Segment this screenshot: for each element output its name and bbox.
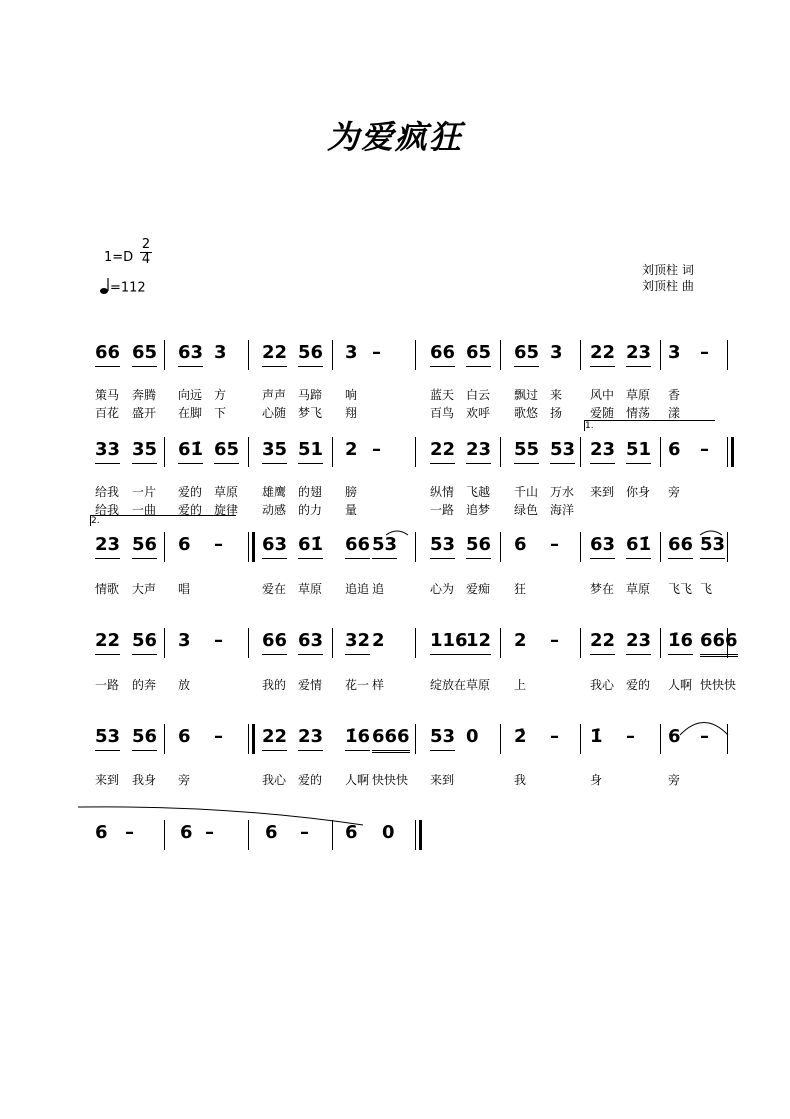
lyric-syllable: 一曲 <box>132 503 157 517</box>
note-group: 6 <box>668 439 681 460</box>
bar-line <box>415 532 416 562</box>
note-group: – <box>125 822 134 843</box>
bar-line <box>164 340 165 370</box>
note-group: 56 <box>132 724 157 751</box>
lyric-syllable: 的翅 <box>298 485 323 499</box>
lyric-syllable: 情荡 <box>626 406 651 420</box>
bar-line <box>580 628 581 658</box>
bar-line <box>415 437 416 467</box>
bar-line <box>415 628 416 658</box>
note-group: 2 <box>372 630 385 651</box>
bar-line <box>332 437 333 467</box>
note-group: 56 <box>466 532 491 559</box>
note-group: 66 <box>345 532 370 559</box>
lyric-syllable: 向远 <box>178 388 203 402</box>
note-group: 2 <box>345 439 358 460</box>
note-group: 53 <box>372 532 397 559</box>
note-group: – <box>300 822 309 843</box>
note-group: 3 <box>178 630 191 651</box>
note-group: 65 <box>214 437 239 464</box>
lyric-syllable: 飞越 <box>466 485 491 499</box>
note-group: 23 <box>626 340 651 367</box>
key-signature: 1=D <box>104 250 134 265</box>
bar-line <box>500 437 501 467</box>
lyric-syllable: 身 <box>590 773 603 787</box>
note-group: 6 <box>178 726 191 747</box>
bar-line <box>660 628 661 658</box>
note-group: 32 <box>345 628 370 655</box>
note-group: 51 <box>626 437 651 464</box>
song-title: 为爱疯狂 <box>326 118 463 156</box>
bar-line <box>500 532 501 562</box>
note-group: 66 <box>95 340 120 367</box>
note-group: 6 <box>668 726 681 747</box>
note-group: 6 <box>95 822 108 843</box>
lyric-syllable: 百鸟 <box>430 406 455 420</box>
lyric-syllable: 声声 <box>262 388 287 402</box>
bar-line <box>248 340 249 370</box>
lyric-syllable: 旋律 <box>214 503 239 517</box>
lyric-syllable: 策马 <box>95 388 120 402</box>
note-group: 55 <box>514 437 539 464</box>
lyric-syllable: 上 <box>514 678 527 692</box>
lyric-syllable: 雄鹰 <box>262 485 287 499</box>
note-group: 63 <box>298 628 323 655</box>
note-group: 23 <box>626 628 651 655</box>
lyric-syllable: 心随 <box>262 406 287 420</box>
lyric-syllable: 梦飞 <box>298 406 323 420</box>
lyric-syllable: 风中 <box>590 388 615 402</box>
lyric-syllable: 我心 <box>590 678 615 692</box>
lyric-syllable: 翔 <box>345 406 358 420</box>
lyric-syllable: 一片 <box>132 485 157 499</box>
note-group: 0 <box>382 822 395 843</box>
lyric-syllable: 我的 <box>262 678 287 692</box>
note-group: 61̇ <box>626 532 651 559</box>
note-group: 3 <box>668 342 681 363</box>
note-group: 66 <box>668 532 693 559</box>
note-group: 23 <box>95 532 120 559</box>
lyric-syllable: 一路 <box>95 678 120 692</box>
tie-slur <box>700 527 722 535</box>
note-group: 6 <box>265 822 278 843</box>
note-group: – <box>700 439 709 460</box>
note-group: 53 <box>430 532 455 559</box>
lyric-syllable: 万水 <box>550 485 575 499</box>
lyric-syllable: 奔腾 <box>132 388 157 402</box>
repeat-bar-line <box>248 724 255 754</box>
note-group: 23 <box>590 437 615 464</box>
lyric-syllable: 梦在 <box>590 582 615 596</box>
bar-line <box>727 628 728 658</box>
lyric-syllable: 我 <box>514 773 527 787</box>
repeat-bar-line <box>727 437 734 467</box>
lyric-syllable: 爱的 <box>626 678 651 692</box>
lyric-syllable: 草原 <box>626 388 651 402</box>
lyric-syllable: 歌悠 <box>514 406 539 420</box>
lyric-syllable: 人啊 <box>345 773 370 787</box>
credits <box>642 262 694 294</box>
lyric-syllable: 马蹄 <box>298 388 323 402</box>
lyric-syllable: 白云 <box>466 388 491 402</box>
lyric-syllable: 飞 <box>700 582 713 596</box>
volta-1: 1. <box>584 420 715 431</box>
note-group: 53 <box>95 724 120 751</box>
note-group: – <box>626 726 635 747</box>
note-group: – <box>700 342 709 363</box>
lyric-syllable: 给我 <box>95 503 120 517</box>
composer: 刘顶柱 曲 <box>642 279 694 293</box>
bar-line <box>164 532 165 562</box>
bar-line <box>164 628 165 658</box>
lyric-syllable: 草原 <box>626 582 651 596</box>
note-group: 65 <box>132 340 157 367</box>
note-group: 1̇ <box>590 726 603 747</box>
note-group: 0 <box>466 726 479 747</box>
bar-line <box>248 437 249 467</box>
bar-line <box>660 437 661 467</box>
lyric-syllable: 快快快 <box>372 773 409 787</box>
note-group: 3 <box>345 342 358 363</box>
tie-slur <box>386 527 408 535</box>
bar-line <box>660 724 661 754</box>
bar-line <box>580 532 581 562</box>
bar-line <box>164 437 165 467</box>
note-group: – <box>550 726 559 747</box>
note-group: 6 <box>345 822 358 843</box>
note-group: – <box>214 726 223 747</box>
lyric-syllable: 样 <box>372 678 385 692</box>
lyric-syllable: 我身 <box>132 773 157 787</box>
lyric-syllable: 爱随 <box>590 406 615 420</box>
lyric-syllable: 漾 <box>668 406 681 420</box>
note-group: 61̇ <box>178 437 203 464</box>
note-group: 23 <box>298 724 323 751</box>
lyric-syllable: 旁 <box>668 773 681 787</box>
note-group: 22 <box>430 437 455 464</box>
lyric-syllable: 给我 <box>95 485 120 499</box>
bar-line <box>580 437 581 467</box>
note-group: 66 <box>430 340 455 367</box>
lyric-syllable: 唱 <box>178 582 191 596</box>
lyric-syllable: 方 <box>214 388 227 402</box>
note-group: 12 <box>466 628 491 655</box>
note-group: 1̇6 <box>345 724 370 751</box>
note-group: 56 <box>298 340 323 367</box>
lyric-syllable: 大声 <box>132 582 157 596</box>
lyric-syllable: 爱在 <box>262 582 287 596</box>
lyric-syllable: 爱痴 <box>466 582 491 596</box>
lyric-syllable: 快快快 <box>700 678 737 692</box>
note-group: 116 <box>430 628 468 655</box>
volta-2: 2. <box>90 515 236 526</box>
lyric-syllable: 爱的 <box>178 485 203 499</box>
note-group: 666 <box>700 628 738 657</box>
note-group: 65 <box>466 340 491 367</box>
note-group: 51 <box>298 437 323 464</box>
lyric-syllable: 盛开 <box>132 406 157 420</box>
note-group: – <box>214 630 223 651</box>
note-group: 6 <box>180 822 193 843</box>
lyric-syllable: 草原 <box>466 678 491 692</box>
meter-top: 2 <box>141 237 151 252</box>
note-group: 56 <box>132 628 157 655</box>
note-group: 66 <box>262 628 287 655</box>
bar-line <box>415 340 416 370</box>
note-group: – <box>700 726 709 747</box>
lyric-syllable: 来到 <box>95 773 120 787</box>
note-group: 1̇6 <box>668 628 693 655</box>
lyric-syllable: 绿色 <box>514 503 539 517</box>
note-group: 63 <box>590 532 615 559</box>
bar-line <box>500 340 501 370</box>
lyric-syllable: 动感 <box>262 503 287 517</box>
note-group: 22 <box>590 340 615 367</box>
meter-bottom: 4 <box>141 252 151 267</box>
bar-line <box>332 628 333 658</box>
bar-line <box>332 340 333 370</box>
bar-line <box>500 628 501 658</box>
lyric-syllable: 响 <box>345 388 358 402</box>
repeat-bar-line <box>415 820 422 850</box>
tempo-mark <box>100 278 146 298</box>
bar-line <box>248 628 249 658</box>
lyric-syllable: 心为 <box>430 582 455 596</box>
tie-slur <box>680 710 728 735</box>
lyric-syllable: 百花 <box>95 406 120 420</box>
lyric-syllable: 纵情 <box>430 485 455 499</box>
bar-line <box>164 724 165 754</box>
note-group: 22 <box>590 628 615 655</box>
note-group: – <box>550 630 559 651</box>
note-group: 53 <box>430 724 455 751</box>
lyric-syllable: 花一 <box>345 678 370 692</box>
lyric-syllable: 人啊 <box>668 678 693 692</box>
note-group: 666 <box>372 724 410 753</box>
note-group: 22 <box>95 628 120 655</box>
bar-line <box>580 340 581 370</box>
lyric-syllable: 我心 <box>262 773 287 787</box>
lyric-syllable: 绽放在 <box>430 678 467 692</box>
note-group: 61̇ <box>298 532 323 559</box>
lyric-syllable: 旁 <box>178 773 191 787</box>
note-group: – <box>214 534 223 555</box>
note-group: 35 <box>262 437 287 464</box>
tempo-value: =112 <box>110 280 146 296</box>
lyric-syllable: 欢呼 <box>466 406 491 420</box>
lyric-syllable: 千山 <box>514 485 539 499</box>
lyric-syllable: 扬 <box>550 406 563 420</box>
lyric-syllable: 飘过 <box>514 388 539 402</box>
lyric-syllable: 草原 <box>214 485 239 499</box>
bar-line <box>660 532 661 562</box>
lyric-syllable: 爱情 <box>298 678 323 692</box>
note-group: 2 <box>514 630 527 651</box>
note-group: 3 <box>214 342 227 363</box>
note-group: 53 <box>550 437 575 464</box>
lyric-syllable: 香 <box>668 388 681 402</box>
lyric-syllable: 膀 <box>345 485 358 499</box>
note-group: 6 <box>178 534 191 555</box>
note-group: 53 <box>700 532 725 559</box>
lyric-syllable: 草原 <box>298 582 323 596</box>
lyric-syllable: 追梦 <box>466 503 491 517</box>
note-group: – <box>205 822 214 843</box>
lyric-syllable: 爱的 <box>298 773 323 787</box>
lyric-syllable: 追追 <box>345 582 370 596</box>
lyric-syllable: 海洋 <box>550 503 575 517</box>
note-group: – <box>372 342 381 363</box>
tie-slur <box>78 803 368 833</box>
lyric-syllable: 追 <box>372 582 385 596</box>
lyric-syllable: 蓝天 <box>430 388 455 402</box>
lyric-syllable: 的力 <box>298 503 323 517</box>
note-group: 2̇ <box>514 726 527 747</box>
bar-line <box>580 724 581 754</box>
note-group: 35 <box>132 437 157 464</box>
lyric-syllable: 下 <box>214 406 227 420</box>
lyric-syllable: 飞飞 <box>668 582 693 596</box>
bar-line <box>727 340 728 370</box>
note-group: 22 <box>262 340 287 367</box>
note-group: 3 <box>550 342 563 363</box>
note-group: 63 <box>178 340 203 367</box>
note-group: 6 <box>514 534 527 555</box>
note-group: 22 <box>262 724 287 751</box>
lyric-syllable: 来到 <box>430 773 455 787</box>
quarter-note-icon <box>100 278 110 298</box>
repeat-bar-line <box>248 532 255 562</box>
note-group: 65 <box>514 340 539 367</box>
bar-line <box>500 724 501 754</box>
time-signature <box>140 238 152 267</box>
note-group: – <box>550 534 559 555</box>
note-group: 56 <box>132 532 157 559</box>
lyric-syllable: 来到 <box>590 485 615 499</box>
lyric-syllable: 一路 <box>430 503 455 517</box>
lyric-syllable: 狂 <box>514 582 527 596</box>
note-group: 23 <box>466 437 491 464</box>
bar-line <box>415 724 416 754</box>
lyric-syllable: 放 <box>178 678 191 692</box>
lyric-syllable: 量 <box>345 503 358 517</box>
lyric-syllable: 情歌 <box>95 582 120 596</box>
lyric-syllable: 的奔 <box>132 678 157 692</box>
note-group: 63 <box>262 532 287 559</box>
note-group: – <box>372 439 381 460</box>
note-group: 33 <box>95 437 120 464</box>
lyric-syllable: 你身 <box>626 485 651 499</box>
lyric-syllable: 来 <box>550 388 563 402</box>
bar-line <box>727 532 728 562</box>
lyric-syllable: 爱的 <box>178 503 203 517</box>
lyric-syllable: 在脚 <box>178 406 203 420</box>
lyric-syllable: 旁 <box>668 485 681 499</box>
lyricist: 刘顶柱 词 <box>642 263 694 277</box>
bar-line <box>660 340 661 370</box>
